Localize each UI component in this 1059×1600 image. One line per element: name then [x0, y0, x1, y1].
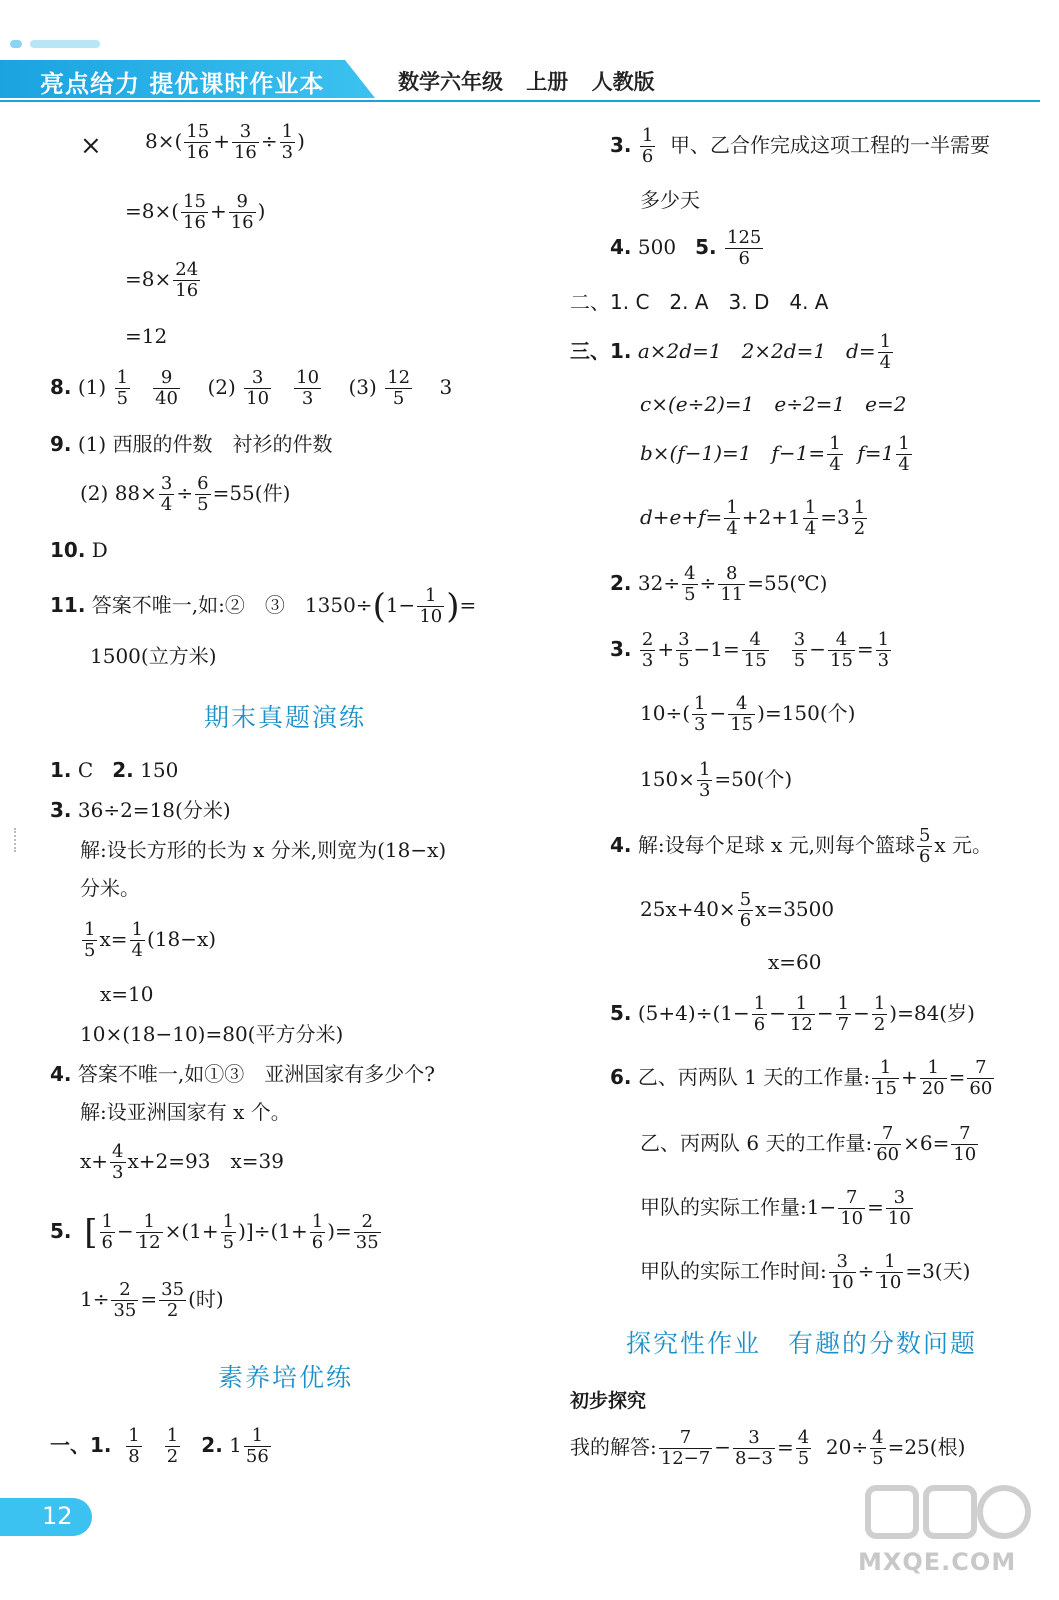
section-title-final-exam: 期末真题演练: [204, 703, 367, 732]
brand-title: 亮点给力 提优课时作业本: [40, 70, 325, 98]
part-three-q1-line-4: d+e+f= $\frac{1}{4}$ +2+1 $\frac{1}{4}$ =3 $\frac{1}{2}$: [640, 497, 866, 539]
part-three-q3-line-2: 10÷( $\frac{1}{3}$ − $\frac{4}{15}$ )=150(个): [640, 693, 856, 735]
exam-q4-line-1: 4. 答案不唯一,如①③ 亚洲国家有多少个?: [50, 1062, 435, 1086]
part-three-q3-line-1: 3. $\frac{2}{3}$ + $\frac{3}{5}$ −1= $\frac{4}{15}$ $\frac{3}{5}$ − $\frac{4}{15}$ = $\frac{1}{3}$: [610, 629, 890, 671]
exam-q5-line-1: 5. [ $\frac{1}{6}$ − $\frac{1}{12}$ ×(1+ $\frac{1}{5}$ )]÷(1+ $\frac{1}{6}$ )= $\frac{2}{35}$: [50, 1211, 379, 1253]
question-9-line-1: 9. (1) 西服的件数 衬衫的件数: [50, 432, 333, 456]
part-three-q2: 2. 32÷ $\frac{4}{5}$ ÷ $\frac{8}{11}$ =55(℃): [610, 563, 828, 605]
part-three-q1-line-3: b×(f−1)=1 f−1= $\frac{1}{4}$ f=1 $\frac{1}{4}$: [640, 433, 910, 475]
part-two-answers: 二、1. C 2. A 3. D 4. A: [570, 290, 829, 314]
exam-q3-solution: x=10: [100, 982, 154, 1006]
calc-line-2: =8×( $\frac{15}{16}$ + $\frac{9}{16}$ ): [125, 191, 266, 233]
question-8: 8. (1) $\frac{1}{5}$ $\frac{9}{40}$ (2) $\frac{3}{10}$ $\frac{10}{3}$ (3) $\frac{12}{5}$ 3: [50, 367, 453, 409]
header-decoration-dot: [10, 40, 22, 48]
subject-title: 数学六年级 上册 人教版: [398, 70, 655, 94]
calc-line-1: 8×( $\frac{15}{16}$ + $\frac{3}{16}$ ÷ $\frac{1}{3}$ ): [145, 121, 305, 163]
part-three-q6-line-4: 甲队的实际工作时间: $\frac{3}{10}$ ÷ $\frac{1}{10}$ =3(天): [640, 1251, 971, 1293]
section-title-inquiry: 探究性作业 有趣的分数问题: [626, 1329, 978, 1358]
part-three-q6-line-2: 乙、丙两队 6 天的工作量: $\frac{7}{60}$ ×6= $\frac{7}{10}$: [640, 1123, 977, 1165]
subsection-initial-inquiry: 初步探究: [570, 1390, 647, 1412]
exam-q4-line-2: 解:设亚洲国家有 x 个。: [80, 1100, 291, 1124]
right-q3-line-1: 3. $\frac{1}{6}$ 甲、乙合作完成这项工程的一半需要: [610, 125, 991, 167]
header-divider: [0, 100, 1040, 102]
question-9-line-2: (2) 88× $\frac{3}{4}$ ÷ $\frac{6}{5}$ =55(件): [80, 473, 291, 515]
part-three-q1-line-2: c×(e÷2)=1 e÷2=1 e=2: [640, 392, 907, 416]
right-q3-line-2: 多少天: [640, 188, 700, 212]
question-10: 10. D: [50, 538, 108, 562]
page-number: 12: [42, 1502, 73, 1530]
question-11-line-2: 1500(立方米): [90, 644, 217, 668]
exam-q3-line-2: 解:设长方形的长为 x 分米,则宽为(18−x): [80, 838, 447, 862]
exam-q5-line-2: 1÷ $\frac{2}{35}$ = $\frac{35}{2}$ (时): [80, 1279, 224, 1321]
exam-q4-equation: x+ $\frac{4}{3}$ x+2=93 x=39: [80, 1141, 284, 1183]
right-q4-q5: 4. 500 5. $\frac{125}{6}$: [610, 227, 762, 269]
calc-line-4: =12: [125, 324, 168, 348]
section-title-literacy: 素养培优练: [218, 1363, 354, 1392]
part-three-q5: 5. (5+4)÷(1− $\frac{1}{6}$ − $\frac{1}{12}$ − $\frac{1}{7}$ − $\frac{1}{2}$ )=84(岁): [610, 993, 975, 1035]
wrong-mark: ×: [80, 131, 102, 161]
exam-q1-q2: 1. C 2. 150: [50, 758, 179, 782]
part-three-q6-line-1: 6. 乙、丙两队 1 天的工作量: $\frac{1}{15}$ + $\frac{1}{20}$ = $\frac{7}{60}$: [610, 1057, 993, 1099]
watermark-text: MXQE.COM: [858, 1548, 1017, 1576]
calc-line-3: =8× $\frac{24}{16}$: [125, 259, 199, 301]
part-three-q3-line-3: 150× $\frac{1}{3}$ =50(个): [640, 759, 793, 801]
part-three-q4-line-2: 25x+40× $\frac{5}{6}$ x=3500: [640, 889, 835, 931]
exam-q3-line-3: 分米。: [80, 876, 140, 900]
part-three-q4-line-1: 4. 解:设每个足球 x 元,则每个篮球 $\frac{5}{6}$ x 元。: [610, 825, 993, 867]
inquiry-answer: 我的解答: $\frac{7}{12-7}$ − $\frac{3}{8-3}$ = $\frac{4}{5}$ 20÷ $\frac{4}{5}$ =25(根): [570, 1427, 966, 1469]
binding-margin-dots: [14, 828, 19, 852]
part-three-q1-line-1: 三、1. a×2d=1 2×2d=1 d= $\frac{1}{4}$: [570, 331, 892, 373]
question-11-line-1: 11. 答案不唯一,如:② ③ 1350÷(1− $\frac{1}{10}$ )=: [50, 585, 477, 627]
part-three-q6-line-3: 甲队的实际工作量:1− $\frac{7}{10}$ = $\frac{3}{10}$: [640, 1187, 911, 1229]
header-decoration-bar: [30, 40, 100, 48]
part-three-q4-line-3: x=60: [768, 950, 822, 974]
exam-q3-line-1: 3. 36÷2=18(分米): [50, 798, 231, 822]
literacy-q1-q2: 一、1. $\frac{1}{8}$ $\frac{1}{2}$ 2. 1 $\frac{1}{56}$: [50, 1425, 269, 1467]
exam-q3-equation: $\frac{1}{5}$ x= $\frac{1}{4}$ (18−x): [84, 919, 217, 961]
exam-q3-area: 10×(18−10)=80(平方分米): [80, 1022, 344, 1046]
